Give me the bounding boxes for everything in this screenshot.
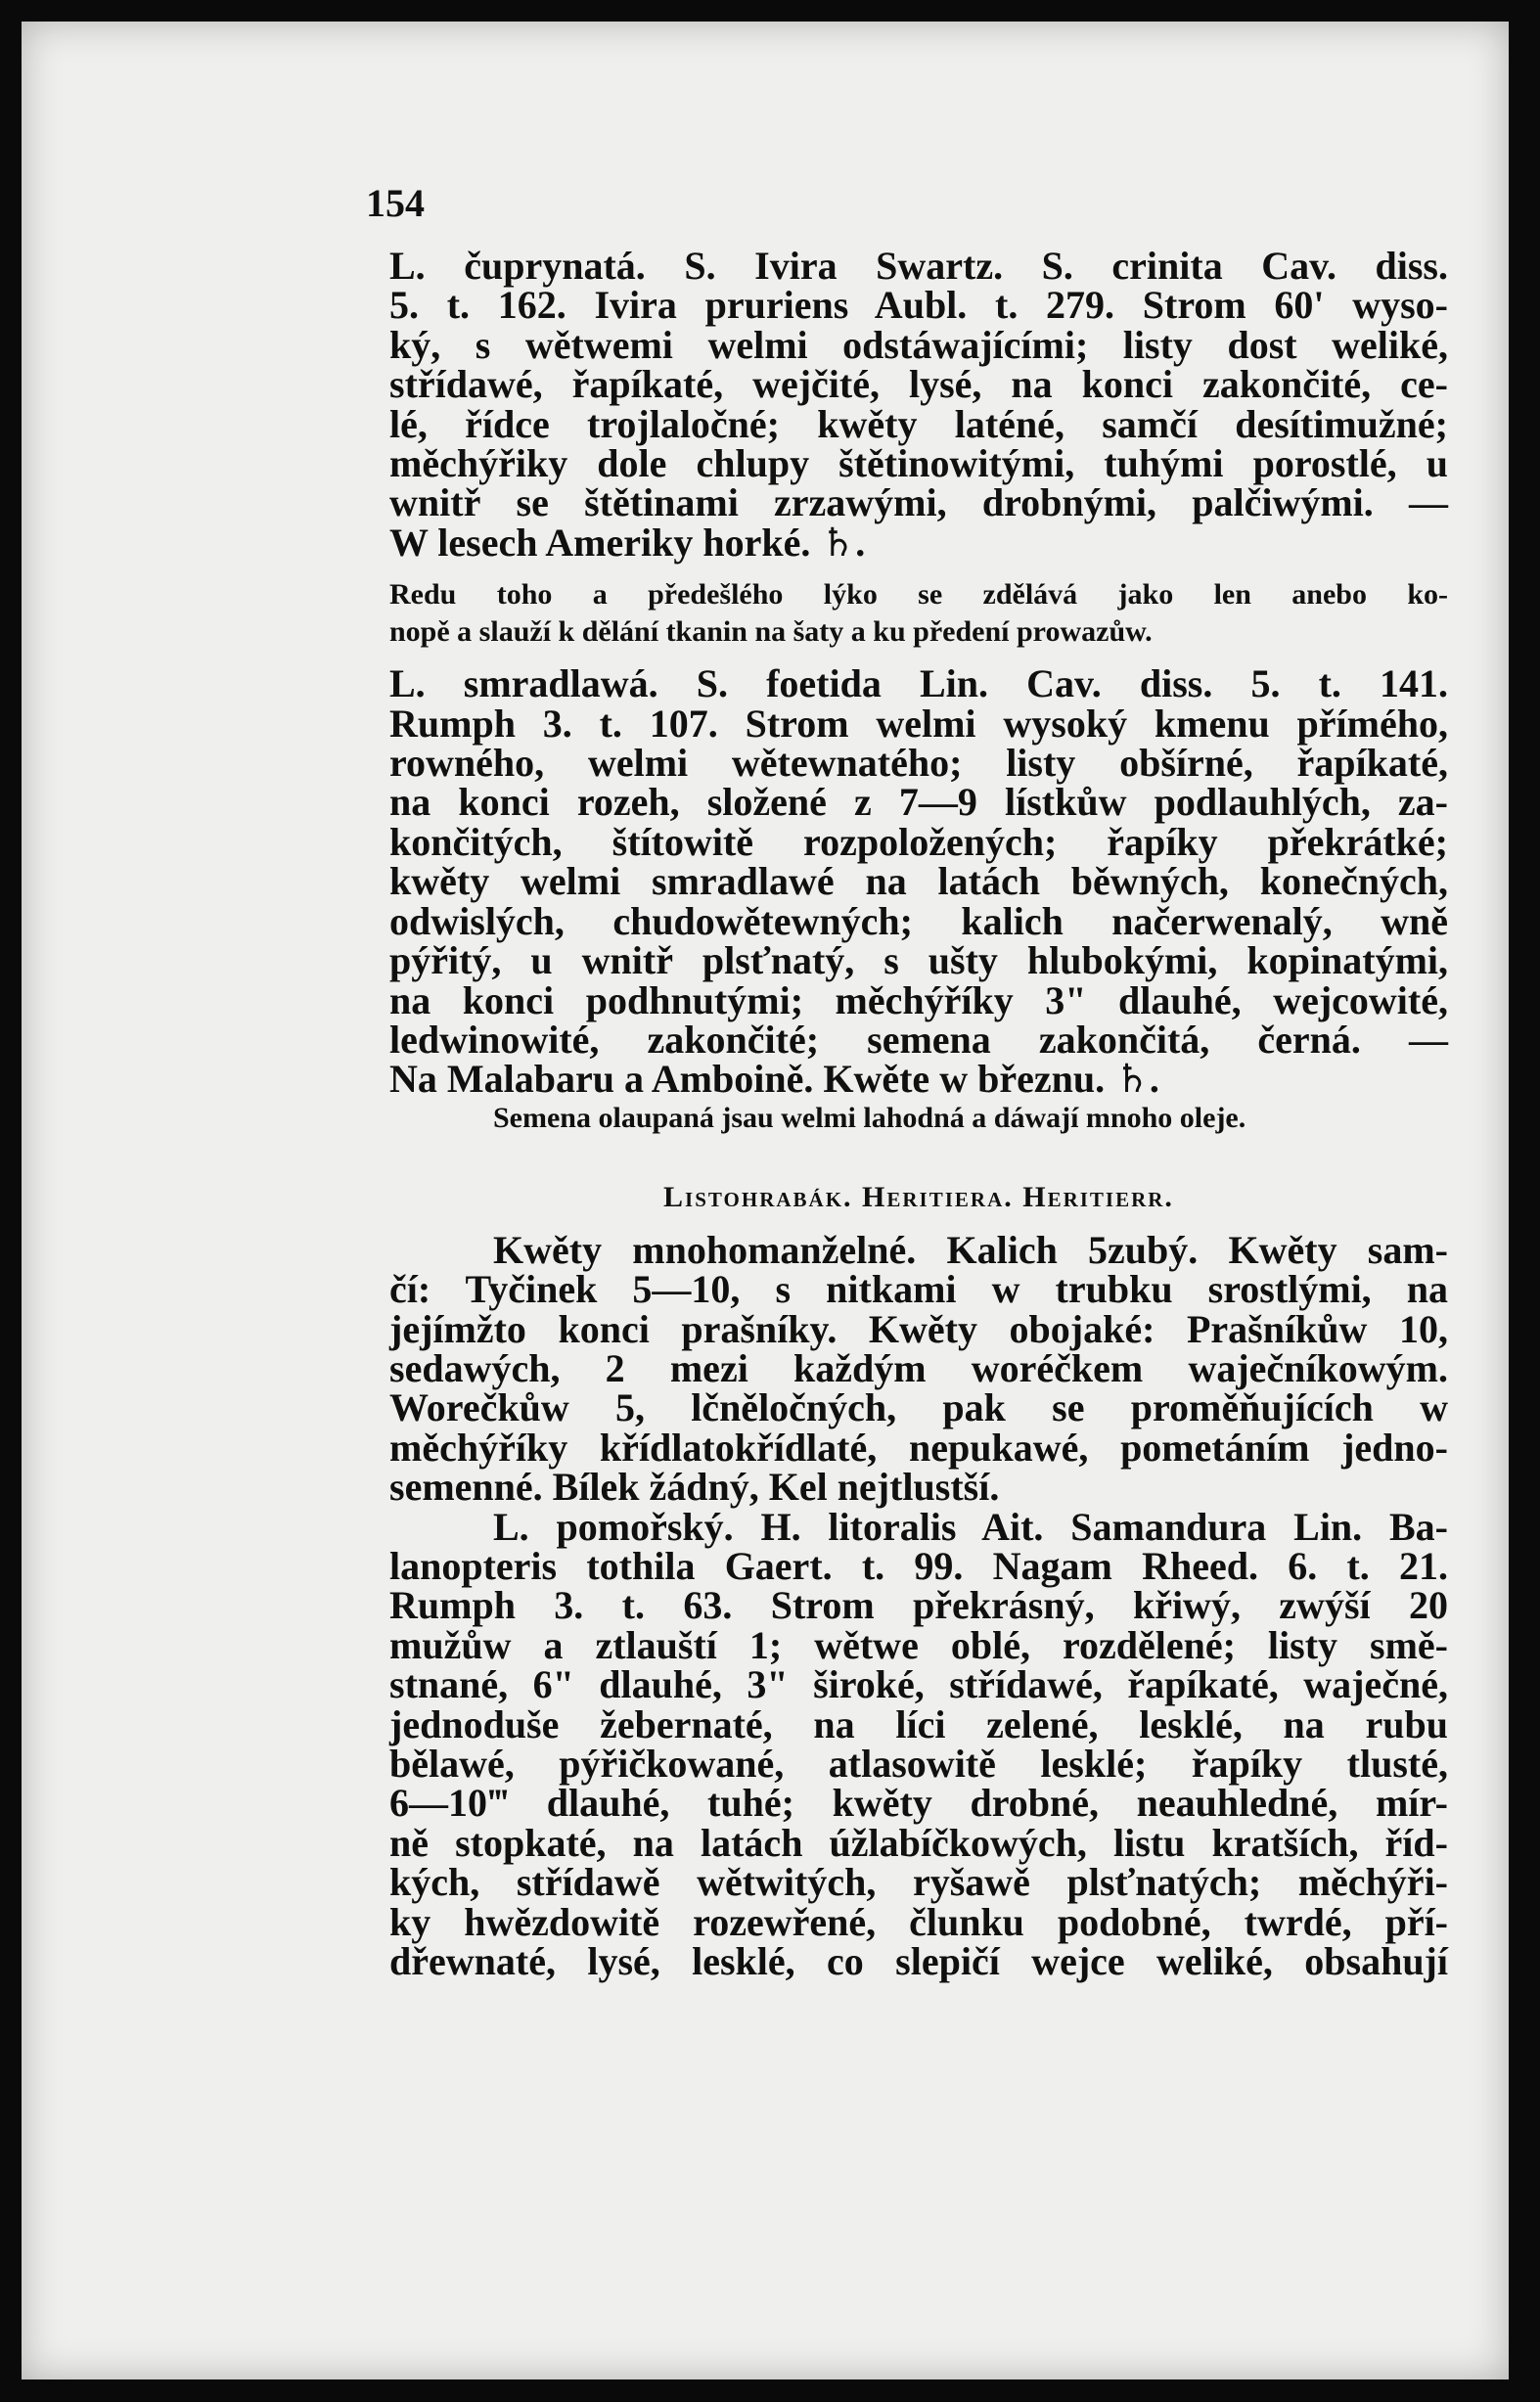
text-line: wnitř se štětinami zrzawými, drobnými, palčiwými. — bbox=[389, 480, 1448, 525]
page-number: 154 bbox=[366, 181, 425, 225]
text-line: lanopteris tothila Gaert. t. 99. Nagam Rheed. 6. t. 21. bbox=[389, 1543, 1448, 1588]
text-line: ky hwězdowitě rozewřené, člunku podobné, twrdé, pří- bbox=[389, 1899, 1448, 1944]
text-line: střídawé, řapíkaté, wejčité, lysé, na konci zakončité, ce- bbox=[389, 362, 1448, 407]
text-line: rowného, welmi wětewnatého; listy obšírné, řapíkaté, bbox=[389, 741, 1448, 786]
entry-pomorsky bbox=[389, 1504, 1448, 1984]
text-line: Rumph 3. t. 107. Strom welmi wysoký kmenu přímého, bbox=[389, 701, 1448, 746]
text-line: Worečkůw 5, lčněločných, pak se proměňujících w bbox=[389, 1385, 1448, 1430]
text-line: kých, střídawě wětwitých, ryšawě plsťnatých; měchýři- bbox=[389, 1860, 1448, 1905]
text-line: jejímžto konci prašníky. Kwěty obojaké: Prašníkůw 10, bbox=[389, 1306, 1448, 1351]
text-line: stnané, 6" dlauhé, 3" široké, střídawé, řapíkaté, waječné, bbox=[389, 1662, 1448, 1707]
text-line: na konci podhnutými; měchýříky 3" dlauhé, wejcowité, bbox=[389, 977, 1448, 1022]
text-line: L. pomořský. H. litoralis Ait. Samandura Lin. Ba- bbox=[493, 1504, 1448, 1549]
text-line: jednoduše žebernaté, na líci zelené, lesklé, na rubu bbox=[389, 1701, 1448, 1746]
text-column bbox=[389, 244, 1448, 1984]
text-line: Na Malabaru a Amboině. Kwěte w březnu. ♄. bbox=[389, 1057, 1159, 1102]
text-line: ký, s wětwemi welmi odstáwajícími; listy dost weliké, bbox=[389, 322, 1448, 367]
note-line: nopě a slauží k dělání tkanin na šaty a ku předení prowazůw. bbox=[389, 615, 1153, 649]
genus-heading: Listohrabák. Heritiera. Heritierr. bbox=[663, 1180, 1174, 1213]
text-line: na konci rozeh, složené z 7—9 lístkůw podlauhlých, za- bbox=[389, 780, 1448, 825]
genus-description bbox=[389, 1227, 1448, 1510]
entry-smradlawa bbox=[389, 661, 1448, 1102]
text-line: měchýříky křídlatokřídlaté, nepukawé, pometáním jedno- bbox=[389, 1425, 1448, 1470]
text-line: 5. t. 162. Ivira pruriens Aubl. t. 279. Strom 60' wyso- bbox=[389, 283, 1448, 328]
text-line: L. smradlawá. S. foetida Lin. Cav. diss. 5. t. 141. bbox=[389, 661, 1448, 706]
text-line: ledwinowité, zakončité; semena zakončitá, černá. — bbox=[389, 1017, 1448, 1062]
note-cuprynata bbox=[389, 576, 1448, 651]
text-line: 6—10‴ dlauhé, tuhé; kwěty drobné, neauhledné, mír- bbox=[389, 1781, 1448, 1826]
text-line: W lesech Ameriky horké. ♄. bbox=[389, 520, 866, 565]
text-line: odwislých, chudowětewných; kalich načerwenalý, wně bbox=[389, 898, 1448, 943]
text-line: sedawých, 2 mezi každým woréčkem waječníkowým. bbox=[389, 1345, 1448, 1390]
text-line: ně stopkaté, na latách úžlabíčkowých, listu kratších, říd- bbox=[389, 1820, 1448, 1865]
text-line: měchýřiky dole chlupy štětinowitými, tuhými porostlé, u bbox=[389, 441, 1448, 486]
text-line: pýřitý, u wnitř plsťnatý, s ušty hlubokými, kopinatými, bbox=[389, 938, 1448, 983]
text-line: kwěty welmi smradlawé na latách běwných, konečných, bbox=[389, 859, 1448, 904]
text-line: čí: Tyčinek 5—10, s nitkami w trubku srostlými, na bbox=[389, 1267, 1448, 1312]
note-line: Redu toho a předešlého lýko se zdělává jako len anebo ko- bbox=[389, 578, 1448, 612]
text-line: Rumph 3. t. 63. Strom překrásný, křiwý, zwýší 20 bbox=[389, 1583, 1448, 1628]
book-page bbox=[22, 22, 1509, 2379]
note-smradlawa bbox=[389, 1100, 1448, 1137]
text-line: Kwěty mnohomanželné. Kalich 5zubý. Kwěty sam- bbox=[493, 1227, 1448, 1272]
text-line: semenné. Bílek žádný, Kel nejtlustší. bbox=[389, 1465, 1000, 1510]
text-line: mužůw a ztlauští 1; wětwe oblé, rozdělené; listy smě- bbox=[389, 1622, 1448, 1667]
text-line: končitých, štítowitě rozpoložených; řapíky překrátké; bbox=[389, 819, 1448, 864]
entry-cuprynata bbox=[389, 244, 1448, 565]
text-line: lé, řídce trojlaločné; kwěty laténé, samčí desítimužné; bbox=[389, 401, 1448, 446]
text-line: dřewnaté, lysé, lesklé, co slepičí wejce weliké, obsahují bbox=[389, 1939, 1448, 1984]
note-line: Semena olaupaná jsau welmi lahodná a dáwají mnoho oleje. bbox=[493, 1101, 1246, 1134]
text-line: L. čuprynatá. S. Ivira Swartz. S. crinita Cav. diss. bbox=[389, 244, 1448, 288]
text-line: bělawé, pýřičkowané, atlasowitě lesklé; řapíky tlusté, bbox=[389, 1742, 1448, 1786]
